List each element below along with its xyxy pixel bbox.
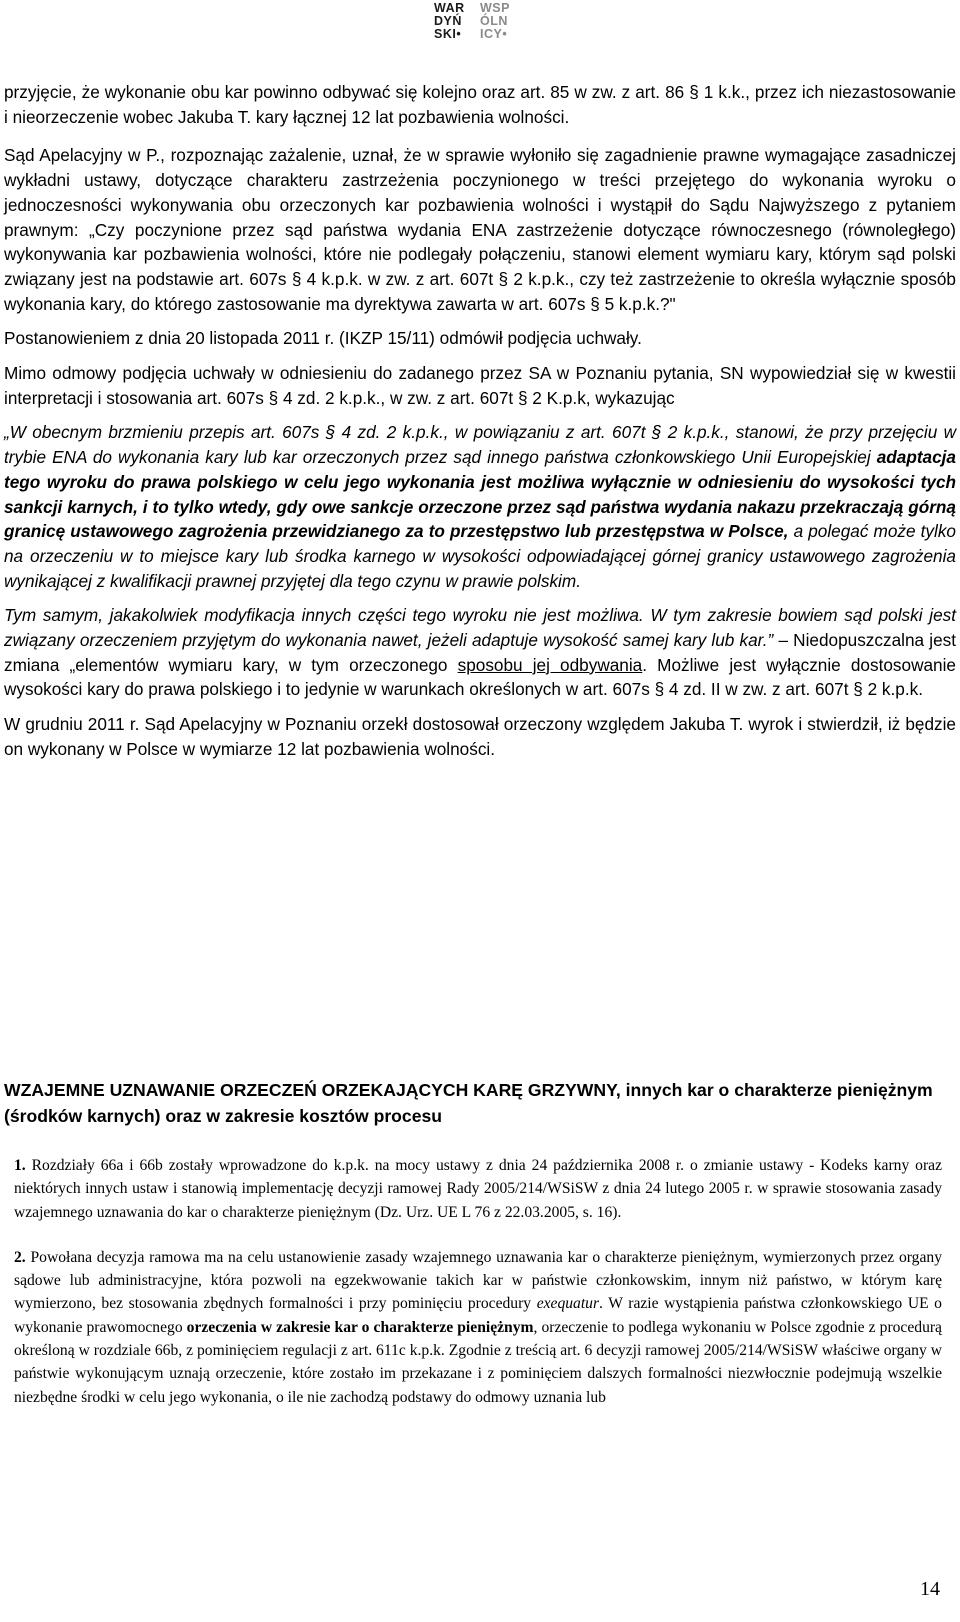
note-text: . W razie wystąpienia państwa członkowskiego UE o wykonanie prawomocnego <box>14 1295 942 1336</box>
paragraph <box>4 603 956 702</box>
logo-text: WSP <box>480 1 510 15</box>
bold-text: orzeczenia w zakresie kar o charakterze pieniężnym <box>186 1318 534 1336</box>
paragraph: przyjęcie, że wykonanie obu kar powinno odbywać się kolejno oraz art. 85 w zw. z art. 86 § 1 k.k., przez ich niezastosowanie i nieorzeczenie wobec Jakuba T. kary łącznej 12 lat pozbawienia wolności. <box>4 82 956 127</box>
document-body <box>4 80 956 772</box>
section-heading: WZAJEMNE UZNAWANIE ORZECZEŃ ORZEKAJĄCYCH KARĘ GRZYWNY, innych kar o charakterze pieniężnym (środków karnych) oraz w zakresie kosztów procesu <box>4 1080 933 1126</box>
logo-text: ICY• <box>480 27 508 41</box>
notes <box>14 1154 942 1431</box>
italic-text: Tym samym, jakakolwiek modyfikacja innych części tego wyroku nie jest możliwa. W tym zakresie bowiem sąd polski jest związany orzeczeniem przyjętym do wykonania nawet, jeżeli adaptuje wysokość samej kary lub kar.” <box>4 605 956 651</box>
plain-text: . Możliwe jest wyłącznie dostosowanie wysokości kary do prawa polskiego i to jedynie w warunkach określonych w art. 607s § 4 zd. II w zw. z art. 607t § 2 k.p.k. <box>4 654 956 700</box>
logo-text: ÓLN <box>480 14 508 28</box>
logo-text: SKI• <box>434 27 462 41</box>
note-number: 2. <box>14 1248 26 1266</box>
italic-text: a polegać może tylko na orzeczeniu w to miejsce kary lub środka karnego w wysokości odpowiadającej górnej granicy ustawowego zagrożenia wynikającej z kwalifikacji prawnej przyjętej dla tego czynu w prawie polskim. <box>4 521 956 591</box>
bold-text: adaptacja tego wyroku do prawa polskiego w celu jego wykonania jest możliwa wyłącznie w odniesieniu do wysokości tych sankcji karnych, i to tylko wtedy, gdy owe sankcje orzeczone przez sąd państwa wydania nakazu przekraczają górną granicę ustawowego zagrożenia przewidzianego za to przestępstwo lub przestępstwa w Polsce, <box>4 447 956 542</box>
note-2 <box>14 1246 942 1409</box>
quoted-paragraph <box>4 420 956 593</box>
paragraph: Postanowieniem z dnia 20 listopada 2011 r. (IKZP 15/11) odmówił podjęcia uchwały. <box>4 328 642 349</box>
note-text: Rozdziały 66a i 66b zostały wprowadzone do k.p.k. na mocy ustawy z dnia 24 października 2008 r. o zmianie ustawy - Kodeks karny oraz niektórych innych ustaw i stanowią implementację decyzji ramowej Rady 2005/214/WSiSW z dnia 24 lutego 2005 r. w sprawie stosowania zasady wzajemnego uznawania do kar o charakterze pieniężnym (Dz. Urz. UE L 76 z 22.03.2005, s. 16). <box>14 1157 942 1221</box>
underlined-text: sposobu jej odbywania <box>457 654 643 675</box>
note-number: 1. <box>14 1157 26 1174</box>
page-number: 14 <box>920 1578 940 1600</box>
paragraph: Sąd Apelacyjny w P., rozpoznając zażalenie, uznał, że w sprawie wyłoniło się zagadnienie prawne wymagające zasadniczej wykładni ustawy, dotyczące charakteru zastrzeżenia poczynionego w treści przejętego do wykonania wyroku o jednoczesności wykonywania obu orzeczonych kar pozbawienia wolności i wystąpił do Sądu Najwyższego z pytaniem prawnym: „Czy poczynione przez sąd państwa wydania ENA zastrzeżenie dotyczące równoczesnego (równoległego) wykonywania kar pozbawienia wolności, które nie podlegały połączeniu, stanowi element wymiaru kary, którym sąd polski związany jest na podstawie art. 607s § 4 k.p.k. w zw. z art. 607t § 2 k.p.k., czy też zastrzeżenie to określa wyłącznie sposób wykonania kary, do którego zastosowanie ma dyrektywa zawarta w art. 607s § 5 k.p.k.?" <box>4 145 956 314</box>
italic-text: exequatur <box>536 1295 600 1313</box>
italic-text: „W obecnym brzmieniu przepis art. 607s § 4 zd. 2 k.p.k., w powiązaniu z art. 607t § 2 k.p.k., stanowi, że przy przejęciu w trybie ENA do wykonania kary lub kar orzeczonych przez sąd innego państwa członkowskiego Unii Europejskiej <box>4 422 956 468</box>
note-text: Powołana decyzja ramowa ma na celu ustanowienie zasady wzajemnego uznawania kar o charakterze pieniężnym, wymierzonych przez organy sądowe lub administracyjne, która pozwoli na egzekwowanie takich kar w państwie członkowskim, innym niż państwo, w którym karę wymierzono, bez stosowania zbędnych formalności i przy pominięciu procedury <box>14 1248 942 1313</box>
paragraph: Mimo odmowy podjęcia uchwały w odniesieniu do zadanego przez SA w Poznaniu pytania, SN wypowiedział się w kwestii interpretacji i stosowania art. 607s § 4 zd. 2 k.p.k., w zw. z art. 607t § 2 K.p.k, wykazując <box>4 363 956 408</box>
note-1 <box>14 1154 942 1224</box>
note-text: , orzeczenie to podlega wykonaniu w Polsce zgodnie z procedurą określoną w rozdziale 66b, z pominięciem regulacji z art. 611c k.p.k. Zgodnie z treścią art. 6 decyzji ramowej 2005/214/WSiSW właściwe organy w państwie wykonującym uznają orzeczenie, które zostało im przekazane i z pominięciem dalszych formalności niezwłocznie podejmują wszelkie niezbędne środki w celu jego wykonania, o ile nie zachodzą podstawy do odmowy uznania lub <box>14 1318 942 1406</box>
logo-text: DYŃ <box>434 14 462 28</box>
paragraph: W grudniu 2011 r. Sąd Apelacyjny w Poznaniu orzekł dostosował orzeczony względem Jakuba T. wyrok i stwierdził, iż będzie on wykonany w Polsce w wymiarze 12 lat pozbawienia wolności. <box>4 714 956 759</box>
plain-text: – Niedopuszczalna jest zmiana „elementów wymiaru kary, w tym orzeczonego <box>4 630 956 675</box>
logo-text: WAR <box>434 1 465 15</box>
publisher-logo <box>434 2 538 44</box>
